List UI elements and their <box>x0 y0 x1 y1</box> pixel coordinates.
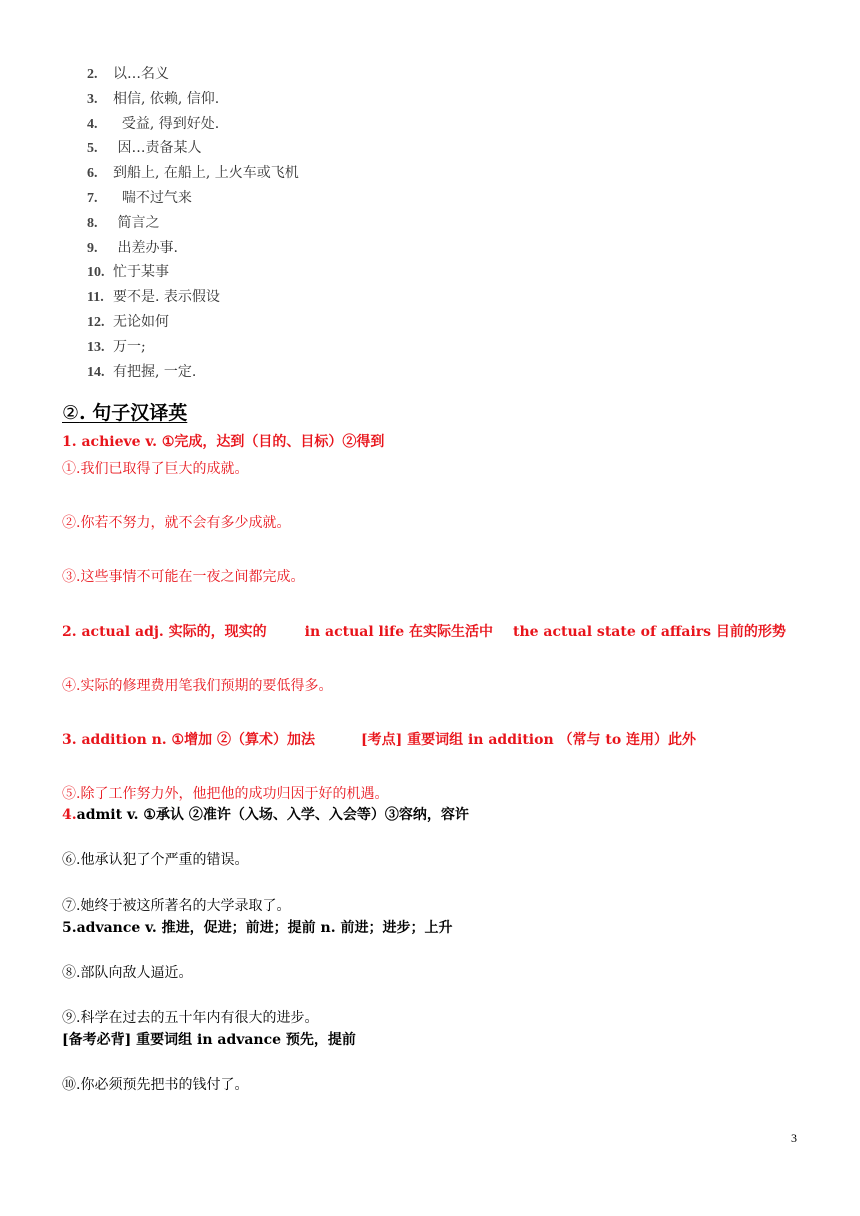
list-item-text: 简言之 <box>113 214 160 231</box>
exam-tip: [备考必背] 重要词组 in advance 预先，提前 <box>62 1032 356 1048</box>
list-item-text: 万一; <box>113 338 146 355</box>
list-item-text: 有把握, 一定. <box>113 363 197 380</box>
sentence-4: ④.实际的修理费用笔我们预期的要低得多。 <box>62 678 333 694</box>
list-item: 12. 无论如何 <box>87 313 169 330</box>
list-item-text: 无论如何 <box>113 313 169 330</box>
list-item: 2. 以…名义 <box>87 66 169 82</box>
list-item: 8. 简言之 <box>87 214 160 231</box>
list-item: 5. 因…责备某人 <box>87 140 202 157</box>
sentence-5: ⑤.除了工作努力外，他把他的成功归因于好的机遇。 <box>62 786 389 802</box>
list-item-text: 因…责备某人 <box>113 140 202 157</box>
list-item: 11. 要不是. 表示假设 <box>87 289 220 306</box>
list-item-text: 受益, 得到好处. <box>113 115 220 132</box>
sentence-2: ②.你若不努力，就不会有多少成就。 <box>62 515 291 531</box>
list-item-text: 到船上, 在船上, 上火车或飞机 <box>113 165 299 182</box>
section-title: ②. 句子汉译英 <box>62 402 188 424</box>
list-item: 9. 出差办事. <box>87 239 178 256</box>
list-item-text: 忙于某事 <box>113 264 169 281</box>
list-item: 3. 相信, 依赖, 信仰. <box>87 90 220 107</box>
list-item-text: 相信, 依赖, 信仰. <box>113 90 220 107</box>
entry-achieve-heading: 1. achieve v. ①完成，达到（目的、目标）②得到 <box>62 434 385 450</box>
list-item: 13. 万一; <box>87 338 146 355</box>
sentence-8: ⑧.部队向敌人逼近。 <box>62 965 193 981</box>
list-item: 4. 受益, 得到好处. <box>87 115 220 132</box>
sentence-7: ⑦.她终于被这所著名的大学录取了。 <box>62 898 291 914</box>
entry-admit-heading: 4.admit v. ①承认 ②准许（入场、入学、入会等）③容纳，容许 <box>62 807 469 823</box>
list-item: 14. 有把握, 一定. <box>87 363 197 380</box>
sentence-6: ⑥.他承认犯了个严重的错误。 <box>62 852 249 868</box>
sentence-1: ①.我们已取得了巨大的成就。 <box>62 461 249 477</box>
sentence-3: ③.这些事情不可能在一夜之间都完成。 <box>62 569 305 585</box>
entry-advance-heading: 5.advance v. 推进，促进；前进；提前 n. 前进；进步；上升 <box>62 920 453 936</box>
sentence-9: ⑨.科学在过去的五十年内有很大的进步。 <box>62 1010 319 1026</box>
phrase-list <box>87 62 299 384</box>
sentence-10: ⑩.你必须预先把书的钱付了。 <box>62 1077 249 1093</box>
list-item: 7. 喘不过气来 <box>87 189 192 206</box>
page-number: 3 <box>791 1131 797 1145</box>
list-item: 6. 到船上, 在船上, 上火车或飞机 <box>87 165 299 182</box>
entry-addition-heading: 3. addition n. ①增加 ②（算术）加法 [考点] 重要词组 in addition （常与 to 连用）此外 <box>62 732 697 748</box>
list-item-text: 要不是. 表示假设 <box>113 289 220 306</box>
entry-actual-heading: 2. actual adj. 实际的，现实的 in actual life 在实际生活中 the actual state of affairs 目前的形势 <box>62 624 786 640</box>
list-item-text: 喘不过气来 <box>113 189 192 206</box>
list-item-text: 出差办事. <box>113 239 178 256</box>
list-item: 10. 忙于某事 <box>87 264 169 281</box>
list-item-text: 以…名义 <box>113 66 169 82</box>
